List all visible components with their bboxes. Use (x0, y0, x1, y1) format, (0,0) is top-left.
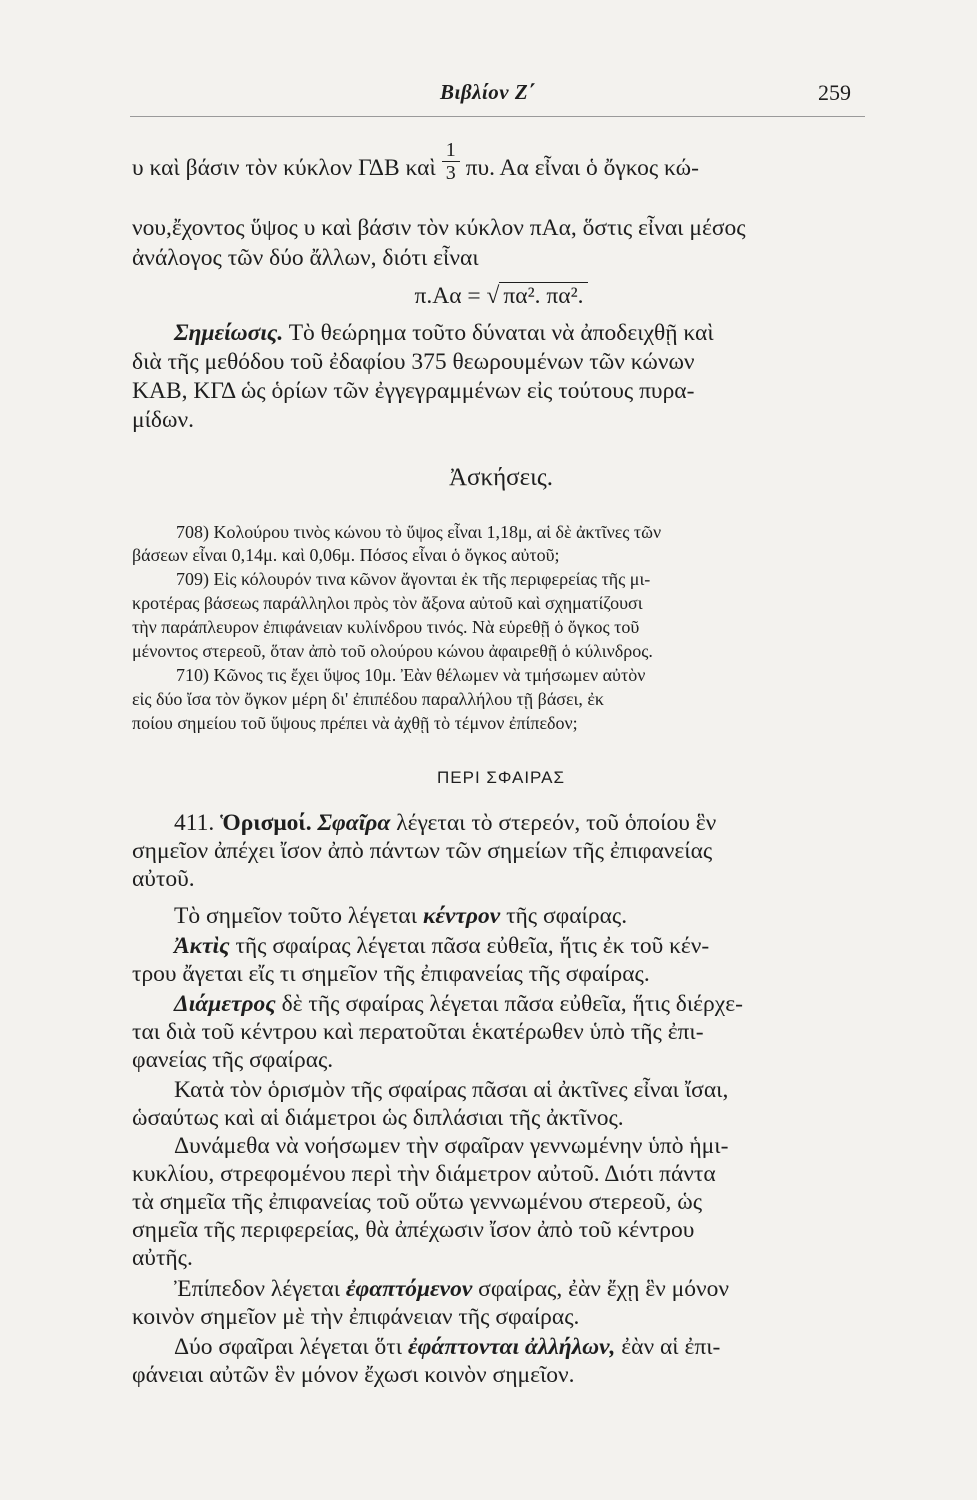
text-fragment: λέγεται τὸ στερεόν, τοῦ ὁποίου ἓν (396, 810, 717, 836)
exercise-line: ποίου σημείου τοῦ ὕψους πρέπει νὰ ἀχθῇ τὸ τέμνον ἐπίπεδον; (132, 713, 578, 733)
exercise-line: 710) Κῶνος τις ἔχει ὕψος 10μ. Ἐὰν θέλωμεν νὰ τμήσωμεν αὐτὸν (176, 665, 646, 685)
text-line: κοινὸν σημεῖον μὲ τὴν ἐπιφάνειαν τῆς σφαίρας. (132, 1304, 580, 1330)
text-fragment: τῆς σφαίρας. (506, 903, 628, 929)
text-line: ΚΑΒ, ΚΓΔ ὡς ὁρίων τῶν ἐγγεγραμμένων εἰς τούτους πυρα- (132, 378, 695, 404)
text-line: ὡσαύτως καὶ αἱ διάμετροι ὡς διπλάσιαι τῆς ἀκτῖνος. (132, 1105, 624, 1131)
text-line: νου,ἔχοντος ὕψος υ καὶ βάσιν τὸν κύκλον πΑα, ὅστις εἶναι μέσος (132, 215, 746, 241)
text-fragment: Τὸ θεώρημα τοῦτο δύναται νὰ ἀποδειχθῇ καὶ (288, 320, 714, 346)
text-line: φανείας τῆς σφαίρας. (132, 1047, 334, 1073)
text-line: σημεῖον ἀπέχει ἴσον ἀπὸ πάντων τῶν σημείων τῆς ἐπιφανείας (132, 838, 713, 864)
term-center: κέντρον (422, 903, 501, 929)
text-line: αὐτοῦ. (132, 866, 195, 892)
definition-line (132, 1334, 870, 1361)
text-line: τὰ σημεῖα τῆς ἐπιφανείας τοῦ οὕτω γεννωμένου στερεοῦ, ὡς (132, 1189, 703, 1215)
section-title: ΠΕΡΙ ΣΦΑΙΡΑΣ (437, 768, 565, 787)
text-fragment: πυ. Αα εἶναι ὁ ὄγκος κώ- (465, 154, 699, 181)
text-line: μίδων. (132, 407, 194, 433)
exercise-line: μένοντος στερεοῦ, ὅταν ἀπὸ τοῦ ολούρου κώνου ἀφαιρεθῇ ὁ κύλινδρος. (132, 641, 653, 661)
fraction-denominator: 3 (445, 162, 456, 184)
fraction (442, 140, 460, 183)
text-line: Δυνάμεθα νὰ νοήσωμεν τὴν σφαῖραν γεννωμένην ὑπὸ ἡμι- (174, 1133, 729, 1159)
text-line: ται διὰ τοῦ κέντρου καὶ περατοῦται ἑκατέρωθεν ὑπὸ τῆς ἐπι- (132, 1019, 704, 1045)
text-fragment: Δύο σφαῖραι λέγεται ὅτι (174, 1334, 403, 1360)
text-line: ἀνάλογος τῶν δύο ἄλλων, διότι εἶναι (132, 245, 479, 271)
term-radius: Ἀκτὶς (174, 933, 230, 959)
term-tangent-plane: ἐφαπτόμενον (345, 1276, 473, 1302)
header-rule (130, 116, 865, 117)
running-header-title: Βιβλίον Ζ΄ (440, 80, 536, 104)
text-line: τρου ἄγεται εἴς τι σημεῖον τῆς ἐπιφανείας τῆς σφαίρας. (132, 961, 650, 987)
note-label: Σημείωσις. (174, 320, 284, 346)
text-line: φάνειαι αὐτῶν ἓν μόνον ἔχωσι κοινὸν σημεῖον. (132, 1362, 575, 1388)
text-line: Κατὰ τὸν ὁρισμὸν τῆς σφαίρας πᾶσαι αἱ ἀκτῖνες εἶναι ἴσαι, (174, 1077, 729, 1103)
exercise-line: 708) Κολούρου τινὸς κώνου τὸ ὕψος εἶναι 1,18μ, αἱ δὲ ἀκτῖνες τῶν (176, 522, 662, 542)
definition-line (132, 903, 870, 930)
text-fragment: υ καὶ βάσιν τὸν κύκλον ΓΔΒ καὶ (132, 154, 436, 181)
formula-radicand: πα². πα². (499, 282, 587, 309)
fraction-numerator: 1 (445, 139, 456, 161)
definition-line (132, 933, 870, 960)
formula-left: π.Αα = √ (414, 283, 500, 309)
text-fragment: Ἐπίπεδον λέγεται (174, 1276, 341, 1302)
text-line (132, 139, 870, 191)
exercise-line: βάσεων εἶναι 0,14μ. καὶ 0,06μ. Πόσος εἶναι ὁ ὄγκος αὐτοῦ; (132, 545, 560, 565)
exercise-line: τὴν παράπλευρον ἐπιφάνειαν κυλίνδρου τινός. Νὰ εὑρεθῇ ὁ ὄγκος τοῦ (132, 617, 640, 637)
term-diameter: Διάμετρος (174, 991, 276, 1017)
definition-line (132, 1276, 870, 1303)
definition-line (132, 810, 870, 837)
text-fragment: ἐὰν αἱ ἐπι- (621, 1334, 721, 1360)
formula (132, 283, 870, 310)
exercises-heading: Ἀσκήσεις. (448, 464, 554, 491)
text-line: αὐτῆς. (132, 1245, 193, 1271)
term-sphere: Σφαῖρα (317, 810, 391, 836)
text-fragment: δὲ τῆς σφαίρας λέγεται πᾶσα εὐθεῖα, ἥτις διέρχε- (281, 991, 743, 1017)
definition-line (132, 991, 870, 1018)
exercise-line: εἰς δύο ἴσα τὸν ὄγκον μέρη δι' ἐπιπέδου παραλλήλου τῇ βάσει, ἐκ (132, 689, 604, 709)
page-number: 259 (818, 80, 851, 105)
note-line (132, 320, 870, 347)
section-number: 411. (174, 810, 215, 836)
text-line: διὰ τῆς μεθόδου τοῦ ἐδαφίου 375 θεωρουμένων τῶν κώνων (132, 349, 695, 375)
term-tangent-spheres: ἐφάπτονται ἀλλήλων, (407, 1334, 616, 1360)
exercise-line: κροτέρας βάσεως παράλληλοι πρὸς τὸν ἄξονα αὐτοῦ καὶ σχηματίζουσι (132, 593, 643, 613)
text-fragment: τῆς σφαίρας λέγεται πᾶσα εὐθεῖα, ἥτις ἐκ τοῦ κέν- (235, 933, 710, 959)
text-fragment: Τὸ σημεῖον τοῦτο λέγεται (174, 903, 418, 929)
text-fragment: σφαίρας, ἐὰν ἔχῃ ἓν μόνον (478, 1276, 729, 1302)
text-line: σημεῖα τῆς περιφερείας, θὰ ἀπέχωσιν ἴσον ἀπὸ τοῦ κέντρου (132, 1217, 695, 1243)
text-line: κυκλίου, στρεφομένου περὶ τὴν διάμετρον αὐτοῦ. Διότι πάντα (132, 1161, 716, 1187)
exercise-line: 709) Εἰς κόλουρόν τινα κῶνον ἄγονται ἐκ τῆς περιφερείας τῆς μι- (176, 569, 651, 589)
section-label: Ὁρισμοί. (220, 810, 312, 836)
